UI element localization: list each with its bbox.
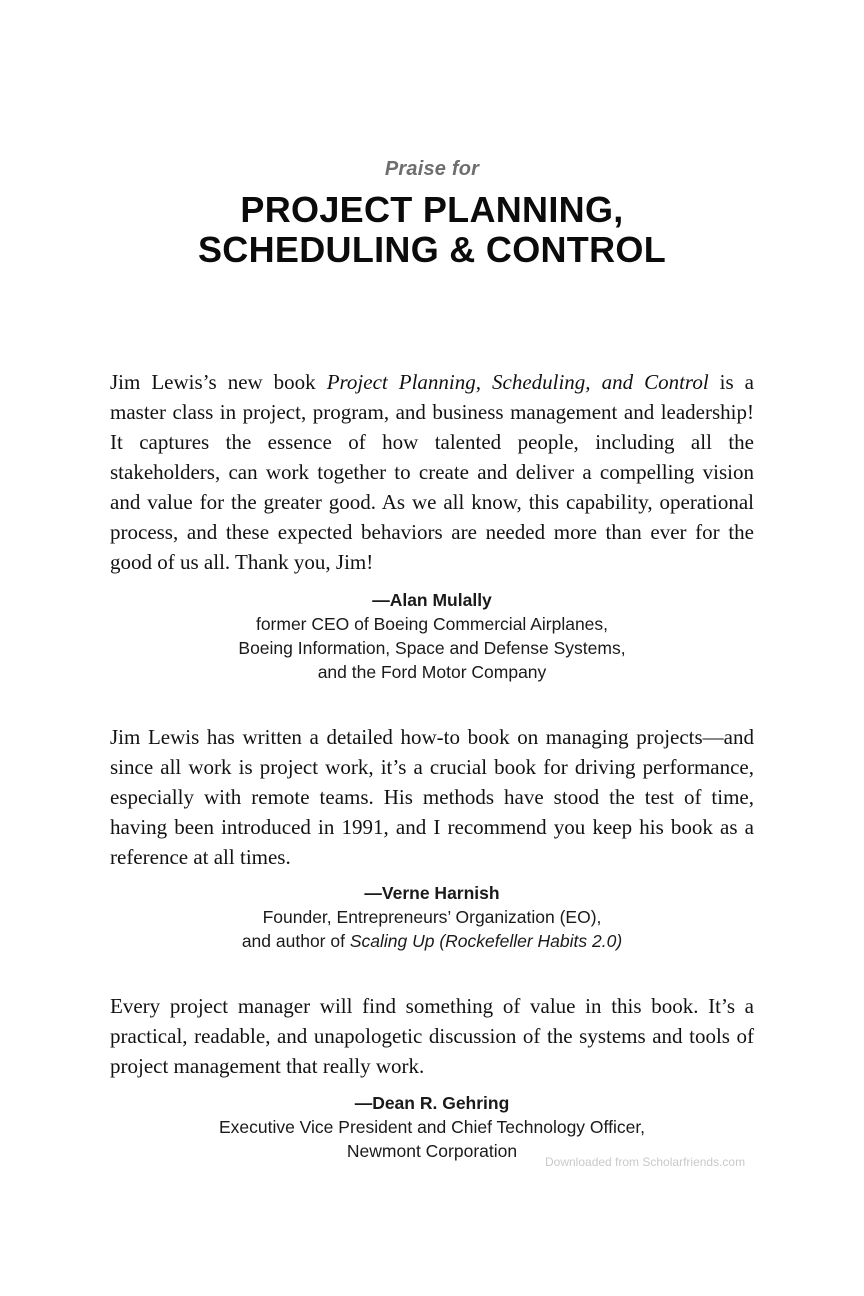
testimonial-3-author: —Dean R. Gehring: [354, 1093, 510, 1113]
book-title: [0, 190, 864, 270]
testimonial-1-attribution: [110, 588, 754, 684]
testimonial-1-text: [110, 367, 754, 577]
testimonial-2-role-2: [110, 929, 754, 953]
testimonial-1-author: —Alan Mulally: [372, 590, 492, 610]
testimonial-2-author: —Verne Harnish: [364, 883, 500, 903]
praise-kicker: Praise for: [384, 158, 480, 180]
testimonial-3-text: Every project manager will find something of value in this book. It’s a practical, readable, and unapologetic discussion of the systems and tools of project management that really work.: [110, 994, 754, 1078]
testimonial-3-role-1: Executive Vice President and Chief Technology Officer,: [218, 1117, 646, 1137]
testimonial-2-role-2-prefix: and author of: [241, 931, 350, 951]
testimonial-2-role-1: Founder, Entrepreneurs’ Organization (EO),: [262, 907, 602, 927]
testimonial-1-book-title: Project Planning, Scheduling, and Control: [326, 370, 709, 394]
testimonial-1-role-3: and the Ford Motor Company: [317, 662, 547, 682]
download-watermark: Downloaded from Scholarfriends.com: [545, 1155, 746, 1169]
testimonial-1-text-end: is a master class in project, program, and business management and leadership! It captures the essence of how talented people, including all the stakeholders, can work together to create and deliver a compelling vision and value for the greater good. As we all know, this capability, operational process, and these expected behaviors are needed more than ever for the good of us all. Thank you, Jim!: [110, 370, 755, 574]
testimonial-3-role-2: Newmont Corporation: [346, 1141, 518, 1161]
testimonial-1-role-1: former CEO of Boeing Commercial Airplanes,: [255, 614, 609, 634]
testimonial-1-role-2: Boeing Information, Space and Defense Systems,: [238, 638, 626, 658]
book-title-line-1: PROJECT PLANNING,: [240, 189, 624, 230]
testimonial-3-attribution: [110, 1091, 754, 1163]
testimonial-2-role-2-book: Scaling Up (Rockefeller Habits 2.0): [349, 931, 623, 951]
book-title-line-2: SCHEDULING & CONTROL: [198, 229, 666, 270]
testimonial-2-text: Jim Lewis has written a detailed how-to book on managing projects—and since all work is project work, it’s a crucial book for driving performance, especially with remote teams. His methods have stood the test of time, having been introduced in 1991, and I recommend you keep his book as a reference at all times.: [110, 725, 754, 869]
testimonial-1-text-start: Jim Lewis’s new book: [110, 370, 327, 394]
testimonial-2-attribution: [110, 881, 754, 953]
